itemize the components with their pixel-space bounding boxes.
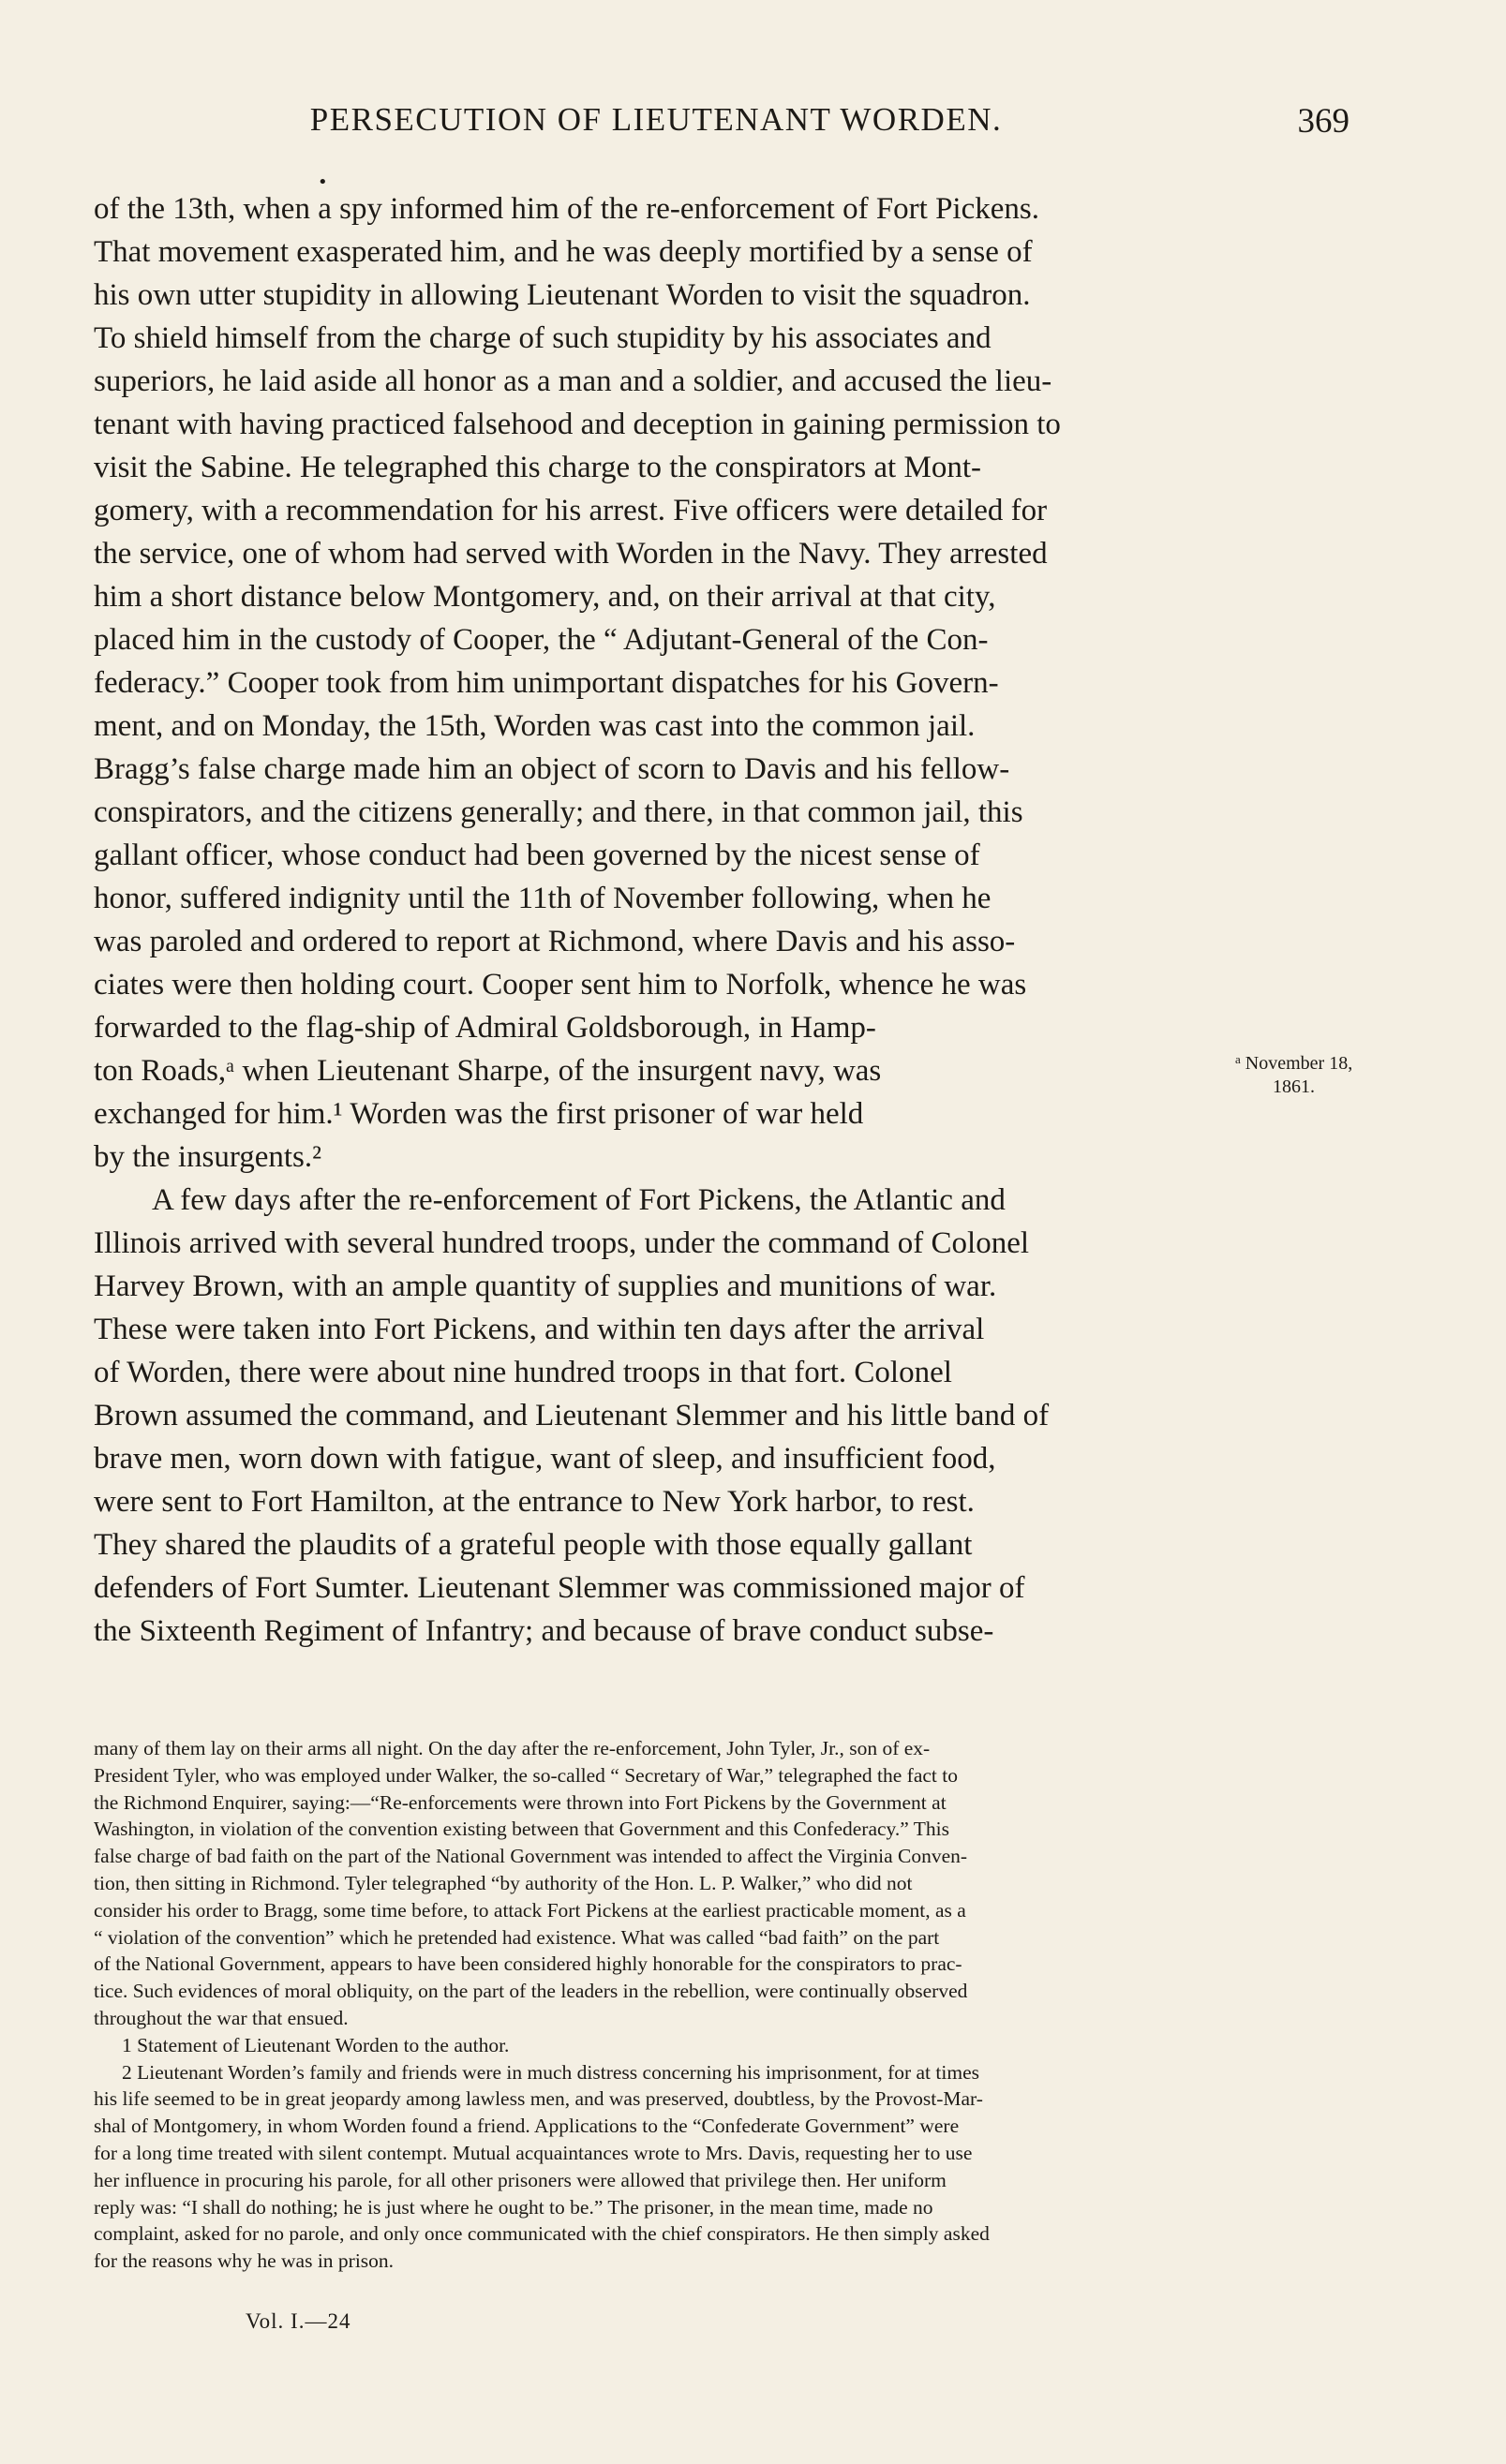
margin-note-marker: a [1235,1052,1241,1066]
body-text [94,187,1349,1653]
body-line: Brown assumed the command, and Lieutenant Slemmer and his little band of [94,1399,1050,1432]
footnote-line: his life seemed to be in great jeopardy among lawless men, and was preserved, doubtless, by the Provost-Mar- [94,2087,983,2111]
body-line: him a short distance below Montgomery, and, on their arrival at that city, [94,580,996,614]
footnote-line: 1 Statement of Lieutenant Worden to the author. [122,2033,510,2056]
body-line: A few days after the re-enforcement of Fort Pickens, the Atlantic and [152,1183,1006,1217]
body-line: To shield himself from the charge of such stupidity by his associates and [94,321,992,355]
body-line: Illinois arrived with several hundred troops, under the command of Colonel [94,1226,1030,1260]
body-line: ciates were then holding court. Cooper sent him to Norfolk, whence he was [94,968,1027,1002]
body-line: conspirators, and the citizens generally; and there, in that common jail, this [94,795,1023,829]
body-line: tenant with having practiced falsehood and deception in gaining permission to [94,408,1061,441]
body-line: gomery, with a recommendation for his arrest. Five officers were detailed for [94,494,1048,527]
body-line: defenders of Fort Sumter. Lieutenant Slemmer was commissioned major of [94,1571,1025,1605]
body-line: by the insurgents.² [94,1140,322,1174]
footnote-line: President Tyler, who was employed under Walker, the so-called “ Secretary of War,” telegraphed the fact to [94,1763,958,1787]
signature-mark: Vol. I.—24 [246,2309,351,2333]
footnote-line: Washington, in violation of the convention existing between that Government and this Confederacy.” This [94,1818,950,1841]
page-number: 369 [1297,102,1349,141]
body-line: They shared the plaudits of a grateful people with those equally gallant [94,1528,973,1562]
footnote-line: 2 Lieutenant Worden’s family and friends were in much distress concerning his imprisonment, for at times [122,2060,979,2084]
body-line: of the 13th, when a spy informed him of the re-enforcement of Fort Pickens. [94,192,1039,226]
footnote-line: tice. Such evidences of moral obliquity, on the part of the leaders in the rebellion, were continually observed [94,1980,968,2003]
body-line: ton Roads,ᵃ when Lieutenant Sharpe, of the insurgent navy, was [94,1054,882,1088]
footnote-line: the Richmond Enquirer, saying:—“Re-enforcements were thrown into Fort Pickens by the Government at [94,1790,947,1814]
body-line: ment, and on Monday, the 15th, Worden was cast into the common jail. [94,709,976,743]
footnote-line: for a long time treated with silent contempt. Mutual acquaintances wrote to Mrs. Davis, requesting her to use [94,2141,973,2164]
footnote-line: tion, then sitting in Richmond. Tyler telegraphed “by authority of the Hon. L. P. Walker,” who did not [94,1871,913,1894]
running-head: PERSECUTION OF LIEUTENANT WORDEN. [309,101,1003,138]
body-line: That movement exasperated him, and he was deeply mortified by a sense of [94,235,1033,269]
body-line: gallant officer, whose conduct had been governed by the nicest sense of [94,839,980,872]
footnote-line: shal of Montgomery, in whom Worden found a friend. Applications to the “Confederate Government” were [94,2115,960,2138]
footnote-line: throughout the war that ensued. [94,2006,349,2029]
body-line: visit the Sabine. He telegraphed this charge to the conspirators at Mont- [94,451,981,484]
printer-mark: • [318,172,328,192]
body-line: was paroled and ordered to report at Richmond, where Davis and his asso- [94,925,1016,958]
footnote-line: consider his order to Bragg, some time before, to attack Fort Pickens at the earliest practicable moment, as a [94,1898,966,1922]
footnote-line: “ violation of the convention” which he pretended had existence. What was called “bad faith” on the part [94,1925,940,1949]
body-line: These were taken into Fort Pickens, and within ten days after the arrival [94,1313,985,1346]
body-line: brave men, worn down with fatigue, want of sleep, and insufficient food, [94,1442,996,1476]
body-line: forwarded to the flag-ship of Admiral Goldsborough, in Hamp- [94,1011,876,1045]
margin-note-year: 1861. [1273,1076,1315,1097]
footnote-line: reply was: “I shall do nothing; he is just where he ought to be.” The prisoner, in the mean time, made no [94,2195,933,2219]
body-line: his own utter stupidity in allowing Lieutenant Worden to visit the squadron. [94,278,1031,312]
page-header [94,101,1349,157]
footnote-line: of the National Government, appears to have been considered highly honorable for the conspirators to prac- [94,1952,962,1976]
footnote-line: many of them lay on their arms all night. On the day after the re-enforcement, John Tyler, Jr., son of ex- [94,1737,931,1759]
footnote-line: for the reasons why he was in prison. [94,2249,395,2273]
footnotes [94,1735,1349,2275]
footnote-line: complaint, asked for no parole, and only once communicated with the chief conspirators. He then simply asked [94,2222,990,2246]
body-line: honor, suffered indignity until the 11th of November following, when he [94,882,992,915]
body-line: Bragg’s false charge made him an object of scorn to Davis and his fellow- [94,752,1010,786]
margin-note-date: November 18, [1245,1053,1353,1074]
body-line: of Worden, there were about nine hundred troops in that fort. Colonel [94,1356,952,1389]
body-line: the Sixteenth Regiment of Infantry; and because of brave conduct subse- [94,1614,994,1648]
body-line: superiors, he laid aside all honor as a man and a soldier, and accused the lieu- [94,364,1052,398]
footnote-line: false charge of bad faith on the part of the National Government was intended to affect the Virginia Conven- [94,1845,968,1868]
body-line: were sent to Fort Hamilton, at the entrance to New York harbor, to rest. [94,1485,975,1519]
margin-note [1235,1047,1366,1099]
body-line: exchanged for him.¹ Worden was the first prisoner of war held [94,1097,864,1131]
footnote-line: her influence in procuring his parole, for all other prisoners were allowed that privilege then. Her uniform [94,2168,947,2191]
body-line: Harvey Brown, with an ample quantity of supplies and munitions of war. [94,1269,997,1303]
body-line: placed him in the custody of Cooper, the “ Adjutant-General of the Con- [94,623,989,657]
body-line: the service, one of whom had served with Worden in the Navy. They arrested [94,537,1048,571]
body-line: federacy.” Cooper took from him unimportant dispatches for his Govern- [94,666,999,700]
